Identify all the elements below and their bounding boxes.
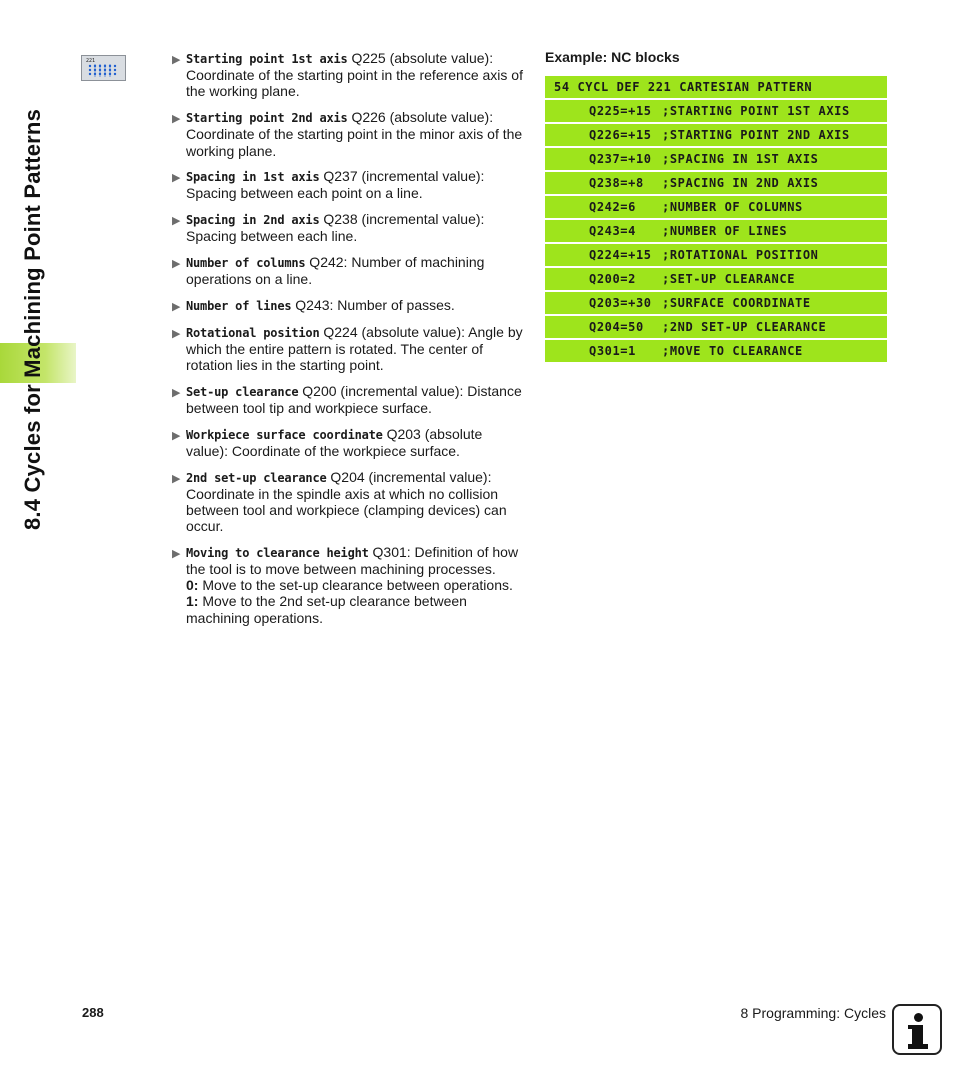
param-item — [172, 426, 528, 459]
param-keyword: Rotational position — [186, 325, 320, 340]
chapter-footer: 8 Programming: Cycles — [740, 1005, 886, 1021]
section-title: 8.4 Cycles for Machining Point Patterns — [20, 108, 45, 530]
param-item — [172, 168, 528, 201]
param-item — [172, 109, 528, 159]
param-item — [172, 469, 528, 535]
param-text: Q242: Number of machining operations on a line. — [186, 254, 485, 288]
nc-code: Q226=+15 — [589, 128, 652, 142]
nc-line — [545, 244, 887, 266]
param-item — [172, 544, 528, 626]
param-keyword: Spacing in 2nd axis — [186, 213, 320, 228]
nc-line — [545, 268, 887, 290]
param-keyword: Set-up clearance — [186, 384, 299, 399]
param-text: Q203 (absolute value): Coordinate of the workpiece surface. — [186, 425, 483, 459]
nc-line — [545, 100, 887, 122]
param-item — [172, 324, 528, 374]
nc-code: Q301=1 — [589, 344, 636, 358]
option-label: 1: — [186, 593, 199, 610]
nc-code: Q225=+15 — [589, 104, 652, 118]
option-label: 0: — [186, 577, 199, 594]
nc-code: Q200=2 — [589, 272, 636, 286]
nc-comment: ;SPACING IN 1ST AXIS — [662, 152, 819, 166]
bullet-arrow-icon: ▶ — [172, 172, 181, 185]
nc-line — [545, 76, 887, 98]
nc-line — [545, 292, 887, 314]
nc-block-listing — [545, 76, 887, 364]
bullet-arrow-icon: ▶ — [172, 113, 181, 126]
nc-code: Q203=+30 — [589, 296, 652, 310]
example-title: Example: NC blocks — [545, 49, 680, 65]
nc-comment: ;MOVE TO CLEARANCE — [662, 344, 803, 358]
param-keyword: Number of columns — [186, 256, 306, 271]
param-item — [172, 254, 528, 287]
page-number: 288 — [82, 1005, 104, 1020]
nc-comment: ;ROTATIONAL POSITION — [662, 248, 819, 262]
nc-comment: ;NUMBER OF LINES — [662, 224, 788, 238]
nc-code: Q238=+8 — [589, 176, 644, 190]
param-keyword: Starting point 2nd axis — [186, 111, 348, 126]
nc-comment: ;2ND SET-UP CLEARANCE — [662, 320, 827, 334]
nc-line — [545, 196, 887, 218]
nc-code: Q237=+10 — [589, 152, 652, 166]
param-text: Q238 (incremental value): Spacing between each line. — [186, 211, 485, 245]
bullet-arrow-icon: ▶ — [172, 215, 181, 228]
param-keyword: Moving to clearance height — [186, 545, 369, 560]
nc-comment: ;STARTING POINT 2ND AXIS — [662, 128, 850, 142]
nc-line — [545, 340, 887, 362]
param-text: Q226 (absolute value): Coordinate of the starting point in the minor axis of the working plane. — [186, 109, 523, 159]
info-icon — [892, 1004, 942, 1055]
option-text: Move to the 2nd set-up clearance between machining operations. — [186, 593, 467, 626]
param-item — [172, 297, 528, 314]
param-text: Q204 (incremental value): Coordinate in the spindle axis at which no collision between tool and workpiece (clamping devices) can occur. — [186, 468, 507, 535]
cycle-221-icon — [81, 55, 126, 81]
nc-code: Q224=+15 — [589, 248, 652, 262]
nc-comment: ;SET-UP CLEARANCE — [662, 272, 796, 286]
nc-code: Q242=6 — [589, 200, 636, 214]
cycle-number: 221 — [86, 58, 96, 64]
parameter-list — [172, 50, 528, 635]
param-text: Q237 (incremental value): Spacing between each point on a line. — [186, 168, 485, 202]
param-text: Q243: Number of passes. — [291, 296, 455, 313]
param-item — [172, 211, 528, 244]
param-keyword: Number of lines — [186, 298, 292, 313]
bullet-arrow-icon: ▶ — [172, 258, 181, 271]
bullet-arrow-icon: ▶ — [172, 386, 181, 399]
nc-line — [545, 172, 887, 194]
bullet-arrow-icon: ▶ — [172, 300, 181, 313]
param-item — [172, 50, 528, 100]
option-text: Move to the set-up clearance between operations. — [198, 577, 513, 594]
bullet-arrow-icon: ▶ — [172, 54, 181, 66]
nc-code: Q204=50 — [589, 320, 644, 334]
param-keyword: 2nd set-up clearance — [186, 470, 327, 485]
param-keyword: Starting point 1st axis — [186, 52, 348, 66]
nc-comment: ;STARTING POINT 1ST AXIS — [662, 104, 850, 118]
bullet-arrow-icon: ▶ — [172, 547, 181, 560]
bullet-arrow-icon: ▶ — [172, 472, 181, 485]
nc-code: Q243=4 — [589, 224, 636, 238]
nc-line — [545, 124, 887, 146]
param-text: Q301: Definition of how the tool is to move between machining processes. — [186, 543, 519, 578]
param-keyword: Workpiece surface coordinate — [186, 427, 383, 442]
param-text: Q224 (absolute value): Angle by which the entire pattern is rotated. The center of rotation lies in the starting point. — [186, 323, 523, 374]
nc-code: 54 CYCL DEF 221 CARTESIAN PATTERN — [554, 80, 813, 94]
nc-comment: ;SURFACE COORDINATE — [662, 296, 811, 310]
nc-line — [545, 316, 887, 338]
nc-line — [545, 148, 887, 170]
param-text: Q200 (incremental value): Distance between tool tip and workpiece surface. — [186, 382, 522, 416]
param-text: Q225 (absolute value): Coordinate of the starting point in the reference axis of the working plane. — [186, 50, 523, 100]
nc-comment: ;SPACING IN 2ND AXIS — [662, 176, 819, 190]
nc-comment: ;NUMBER OF COLUMNS — [662, 200, 803, 214]
param-keyword: Spacing in 1st axis — [186, 170, 320, 185]
bullet-arrow-icon: ▶ — [172, 429, 181, 442]
nc-line — [545, 220, 887, 242]
bullet-arrow-icon: ▶ — [172, 327, 181, 340]
param-item — [172, 383, 528, 416]
